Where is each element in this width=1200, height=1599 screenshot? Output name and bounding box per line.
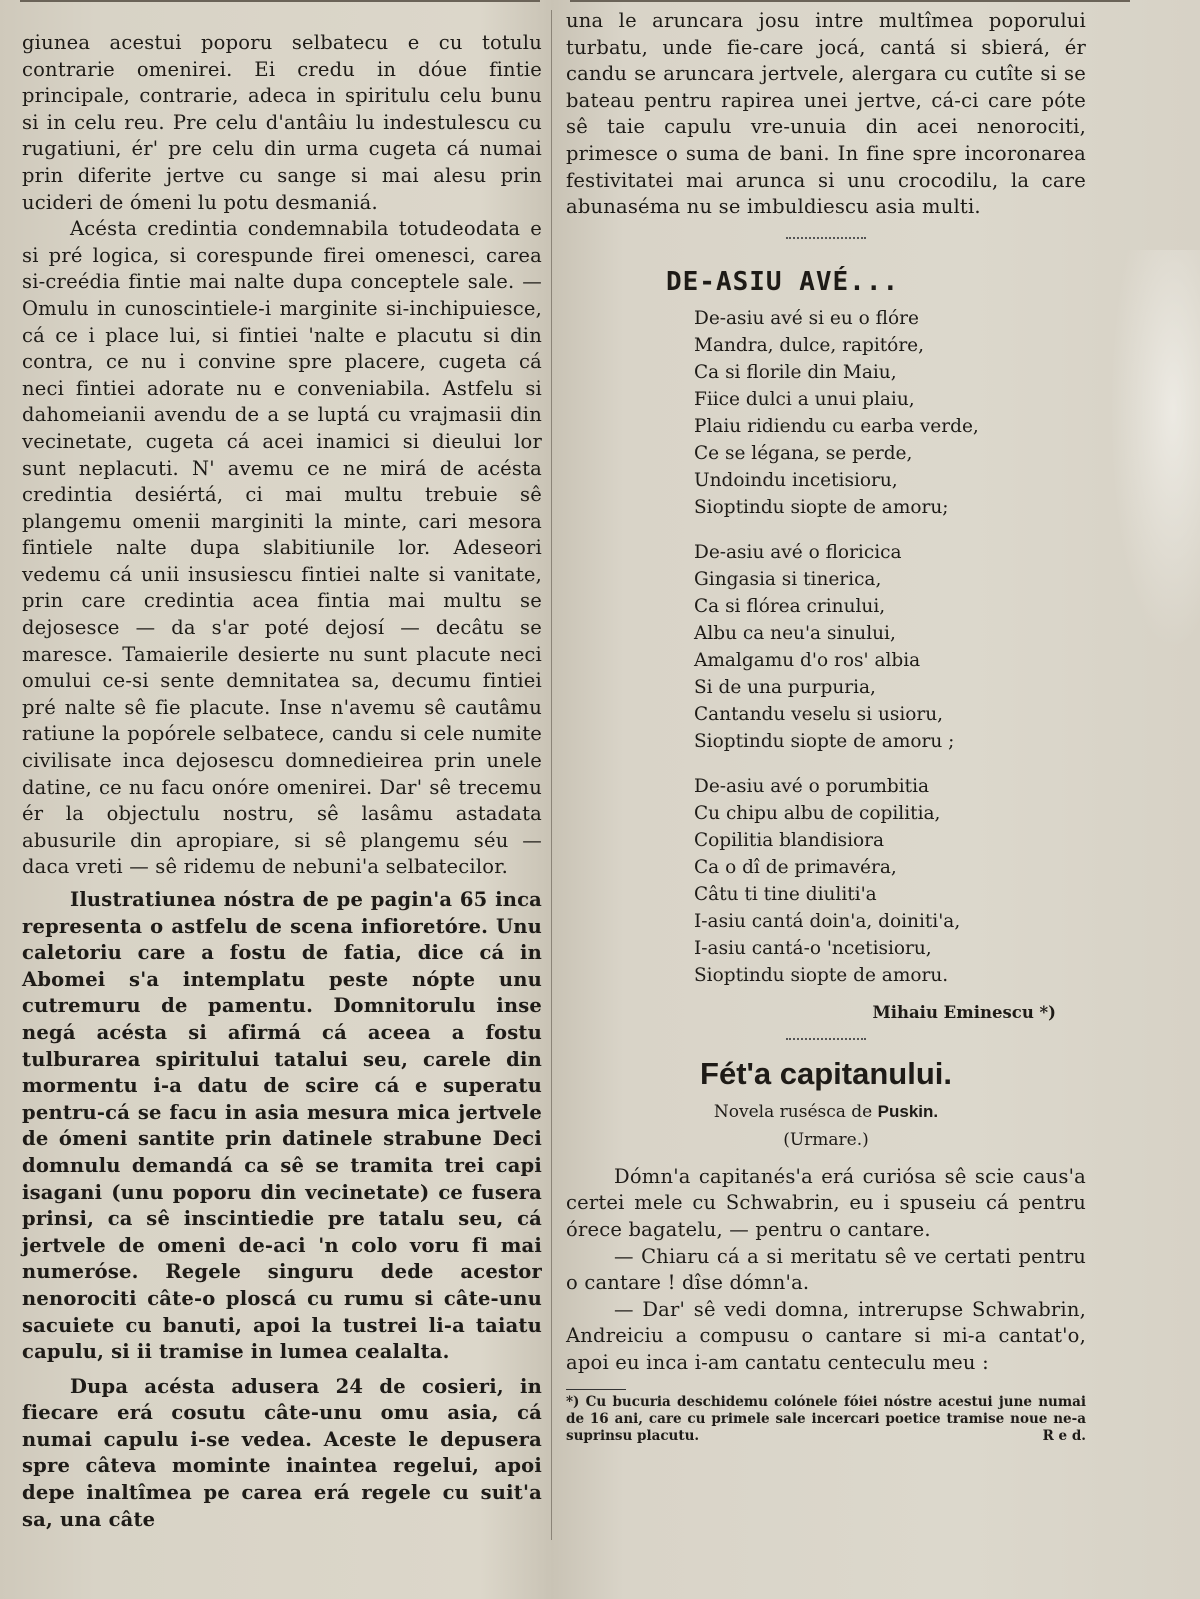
poem-line: Sioptindu siopte de amoru. <box>694 964 949 986</box>
left-paragraph-4: Dupa acésta adusera 24 de cosieri, in fiecare erá cosutu câte-unu omu asia, cá numai capulu i-se vedea. Aceste le depusera spre câteva mominte inaintea regelui, apoi depe inaltîmea pe carea erá regele cu suit'a sa, una câte <box>22 1374 542 1531</box>
right-intro-paragraph: una le aruncara josu intre multîmea poporului turbatu, unde fie-care jocá, cantá si sbierá, ér candu se aruncara jertvele, alergara cu cutîte si se bateau pentru rapirea unei jertve, cá-ci care póte sê taie capulu vre-unuia din acei nenorociti, primesce o suma de bani. In fine spre incoronarea festivitatei mai arunca si unu crocodilu, la care abunaséma nu se imbuldiescu asia multi. <box>566 9 1086 219</box>
poem-line: De-asiu avé si eu o flóre <box>694 307 919 329</box>
poem-line: Mandra, dulce, rapitóre, <box>694 334 924 356</box>
poem-line: Undoindu incetisioru, <box>694 469 898 491</box>
left-paragraph-3: Ilustratiunea nóstra de pe pagin'a 65 inca representa o astfelu de scena infioretóre. Unu caletoriu care a fostu de fatia, dice cá in Abomei s'a intemplatu peste nópte unu cutremuru de pamentu. Domnitorulu inse negá acésta si afirmá cá aceea a fostu tulburarea spiritului tatalui seu, carele din mormentu i-a datu de scire cá e superatu pentru-cá se facu in asia mesura mica jertvele de ómeni santite prin datinele strabune Deci domnulu demandá ca sê se tramita trei capi isagani (unu poporu din vecinetate) ce fusera prinsi, ca sê inscintiedie pre tatalu seu, cá jertvele de omeni de-aci 'n colo voru fi mai numeróse. Regele singuru dede acestor nenorociti câte-o ploscá cu rumu si câte-unu sacuiete cu banuti, apoi la tustrei li-a taiatu capulu, si ii tramise in lumea cealalta. <box>22 888 542 1364</box>
column-divider <box>551 10 552 1540</box>
poem-line: Plaiu ridiendu cu earba verde, <box>694 415 979 437</box>
poem-stanza-1 <box>694 305 1086 521</box>
poem-line: Albu ca neu'a sinului, <box>694 622 896 644</box>
footnote-rule <box>566 1389 626 1390</box>
section-separator <box>786 1034 866 1040</box>
section-separator <box>786 233 866 239</box>
poem-line: Si de una purpuria, <box>694 676 876 698</box>
poem-line: De-asiu avé o floricica <box>694 541 902 563</box>
poem-line: Amalgamu d'o ros' albia <box>694 649 921 671</box>
story-paragraph-1: Dómn'a capitanés'a erá curiósa sê scie caus'a certei mele cu Schwabrin, eu i spuseiu cá pentru órece bagatelu, — pentru o cantare. <box>566 1164 1086 1241</box>
story-continuation: (Urmare.) <box>783 1129 869 1150</box>
poem-line: Cu chipu albu de copilitia, <box>694 802 941 824</box>
footnote-signature: R e d. <box>1042 1427 1086 1444</box>
poem-line: Cantandu veselu si usioru, <box>694 703 944 725</box>
story-subtitle <box>566 1102 1086 1122</box>
poem-line: Ce se légana, se perde, <box>694 442 913 464</box>
footnote <box>566 1394 1086 1445</box>
poem-line: Ca si florile din Maiu, <box>694 361 897 383</box>
poem-stanza-3 <box>694 773 1086 989</box>
right-column <box>566 8 1086 1445</box>
poem-line: I-asiu cantá-o 'ncetisioru, <box>694 937 932 959</box>
poem-line: Ca o dî de primavéra, <box>694 856 897 878</box>
top-rule-right <box>570 0 1130 2</box>
left-column <box>22 30 542 1533</box>
story-subtitle-prefix: Novela rusésca de <box>713 1101 873 1122</box>
top-rule-left <box>20 0 540 2</box>
left-paragraph-1: giunea acestui poporu selbatecu e cu totulu contrarie omenirei. Ei credu in dóue fintie principale, contrarie, adeca in spiritulu celu bunu si in celu reu. Pre celu d'antâiu lu indestulescu cu rugatiuni, ér' pre celu din urma cugeta cá numai prin diferite jertve cu sange si mai alesu prin ucideri de ómeni lu potu desmaniá. <box>22 31 542 214</box>
poem-line: Ca si flórea crinului, <box>694 595 886 617</box>
poem-line: Copilitia blandisiora <box>694 829 885 851</box>
left-paragraph-2: Acésta credintia condemnabila totudeodata e si pré logica, si corespunde firei omenesci, carea si-creédia fintie mai nalte dupa conceptele sale. — Omulu in cunoscintiele-i marginite si-inchipuiesce, cá ce i place lui, si fintiei 'nalte e placutu si din contra, ce nu i convine spre placere, cugeta cá neci fintiei adorate nu e conveniabila. Astfelu si dahomeianii avendu de a se luptá cu vrajmasii din vecinetate, cugeta cá acei inamici si dieului lor sunt neplacuti. N' avemu ce ne mirá de acésta credintia desiértá, ci mai multu trebuie sê plangemu omenii marginiti la minte, cari mesora fintiele nalte dupa slabitiunile lor. Adeseori vedemu cá unii insusiescu fintiei nalte si vanitate, prin care credintia acea fintia mai multu se dejosesce — da s'ar poté dejosí — decâtu se maresce. Tamaierile desierte nu sunt placute neci omului ce-si sente demnitatea sa, decumu fintiei pré nalte sê fie placute. Inse n'avemu sê cautâmu ratiune la popórele selbatece, candu si cele numite civilisate inca dejosescu domnedieirea prin unele datine, ce nu facu onóre omenirei. Dar' sê trecemu ér la objectulu nostru, sê lasâmu astadata abusurile din apropiare, si sê plangemu séu — daca vreti — sê ridemu de nebuni'a selbatecilor. <box>22 217 542 879</box>
poem-title: DE-ASIU AVÉ... <box>666 266 900 297</box>
story-title: Fét'a capitanului. <box>700 1055 952 1091</box>
poem-author: Mihaiu Eminescu *) <box>872 1002 1056 1022</box>
footnote-text: *) Cu bucuria deschidemu colónele fóiei nóstre acestui june numai de 16 ani, care cu primele sale incercari poetice tramise noue ne-a suprinsu placutu. <box>566 1393 1086 1444</box>
poem-line: Gingasia si tinerica, <box>694 568 882 590</box>
poem-line: Sioptindu siopte de amoru; <box>694 496 949 518</box>
poem-stanza-2 <box>694 539 1086 755</box>
story-paragraph-3: — Dar' sê vedi domna, intrerupse Schwabrin, Andreiciu a compusu o cantare si mi-a cantat'o, apoi eu inca i-am cantatu centeculu meu : <box>566 1297 1086 1374</box>
poem <box>694 305 1086 989</box>
poem-line: De-asiu avé o porumbitia <box>694 775 930 797</box>
story-subtitle-author: Puskin. <box>877 1101 939 1121</box>
poem-line: Sioptindu siopte de amoru ; <box>694 730 955 752</box>
poem-line: Câtu ti tine diuliti'a <box>694 883 877 905</box>
story-paragraph-2: — Chiaru cá a si meritatu sê ve certati pentru o cantare ! dîse dómn'a. <box>566 1244 1086 1295</box>
paper-stain <box>1110 250 1200 650</box>
poem-line: Fiice dulci a unui plaiu, <box>694 388 915 410</box>
poem-line: I-asiu cantá doin'a, doiniti'a, <box>694 910 961 932</box>
